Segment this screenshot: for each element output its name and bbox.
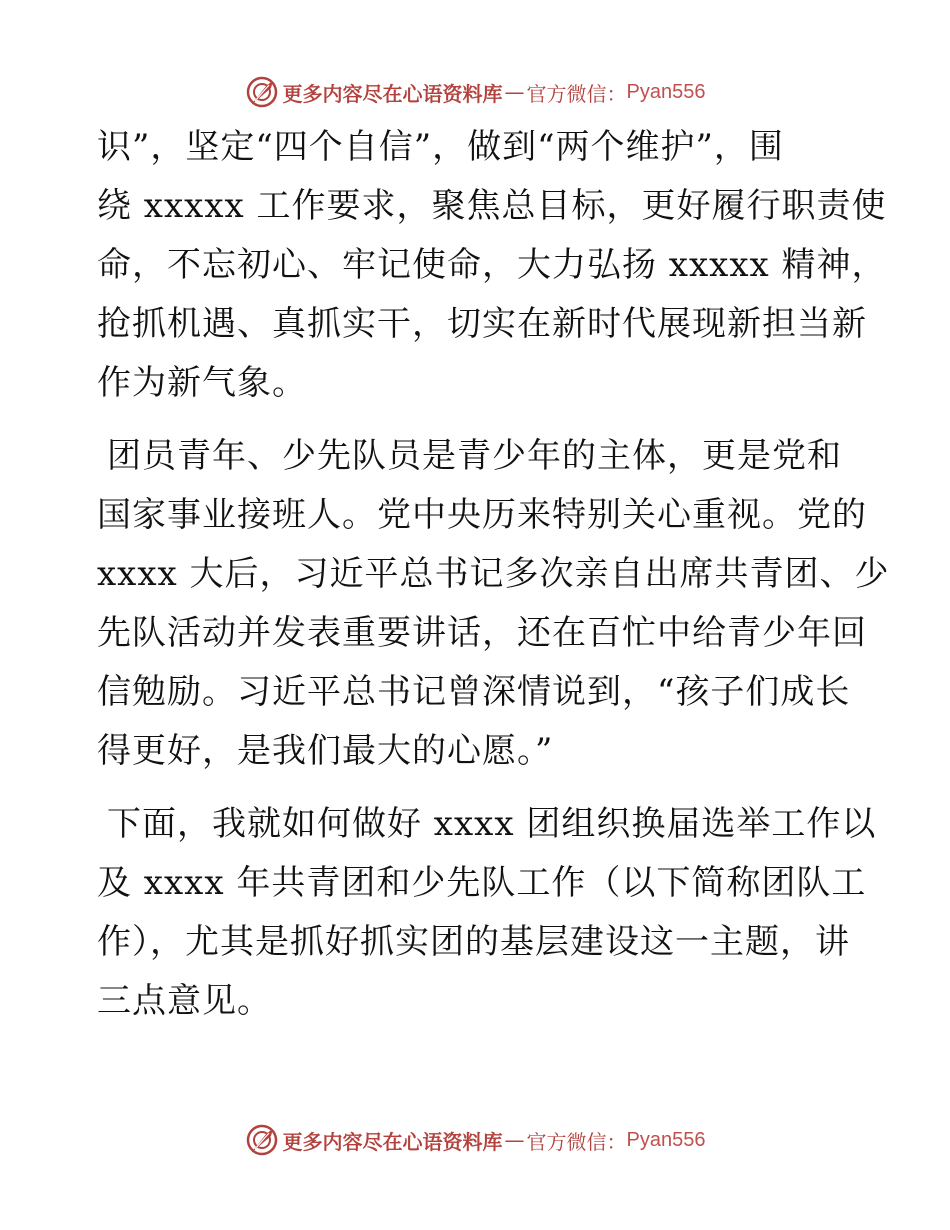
paragraph-2-line-3: xxxx 大后，习近平总书记多次亲自出席共青团、少	[97, 554, 890, 594]
paragraph-2-line-1: 团员青年、少先队员是青少年的主体，更是党和	[107, 436, 842, 476]
quill-logo-icon	[245, 1123, 279, 1157]
paragraph-1	[97, 118, 887, 413]
paragraph-3-line-3: 作），尤其是抓好抓实团的基层建设这一主题，讲	[97, 922, 850, 962]
paragraph-3-line-4: 三点意见。	[97, 981, 272, 1021]
watermark-separator: —	[504, 80, 525, 104]
paragraph-2	[97, 427, 890, 781]
paragraph-2-line-6: 得更好，是我们最大的心愿。”	[97, 731, 554, 771]
watermark-wechat-label: 官方微信：	[526, 1129, 627, 1154]
header-watermark	[0, 72, 950, 112]
paragraph-1-line-1: 识”，坚定“四个自信”，做到“两个维护”，围	[97, 127, 784, 167]
watermark-wechat-id: Pyan556	[626, 1128, 706, 1151]
paragraph-1-line-4: 抢抓机遇、真抓实干，切实在新时代展现新担当新	[97, 304, 867, 344]
document-body	[97, 118, 890, 1031]
paragraph-1-line-5: 作为新气象。	[97, 363, 307, 403]
watermark-wechat-id: Pyan556	[626, 80, 706, 103]
paragraph-3-line-1: 下面，我就如何做好 xxxx 团组织换届选举工作以	[107, 804, 877, 844]
paragraph-1-line-3: 命，不忘初心、牢记使命，大力弘扬 xxxxx 精神，	[97, 245, 887, 285]
footer-watermark	[0, 1120, 950, 1160]
paragraph-3-line-2: 及 xxxx 年共青团和少先队工作（以下简称团队工	[97, 863, 867, 903]
paragraph-3	[97, 795, 877, 1031]
watermark-text: 更多内容尽在心语资料库	[282, 1129, 503, 1154]
quill-logo-icon	[245, 75, 279, 109]
paragraph-2-line-2: 国家事业接班人。党中央历来特别关心重视。党的	[97, 495, 867, 535]
paragraph-2-line-5: 信勉励。习近平总书记曾深情说到，“孩子们成长	[97, 672, 851, 712]
watermark-text: 更多内容尽在心语资料库	[282, 81, 503, 106]
watermark-wechat-label: 官方微信：	[526, 81, 627, 106]
paragraph-2-line-4: 先队活动并发表重要讲话，还在百忙中给青少年回	[97, 613, 867, 653]
paragraph-1-line-2: 绕 xxxxx 工作要求，聚焦总目标，更好履行职责使	[97, 186, 887, 226]
watermark-separator: —	[504, 1128, 525, 1152]
